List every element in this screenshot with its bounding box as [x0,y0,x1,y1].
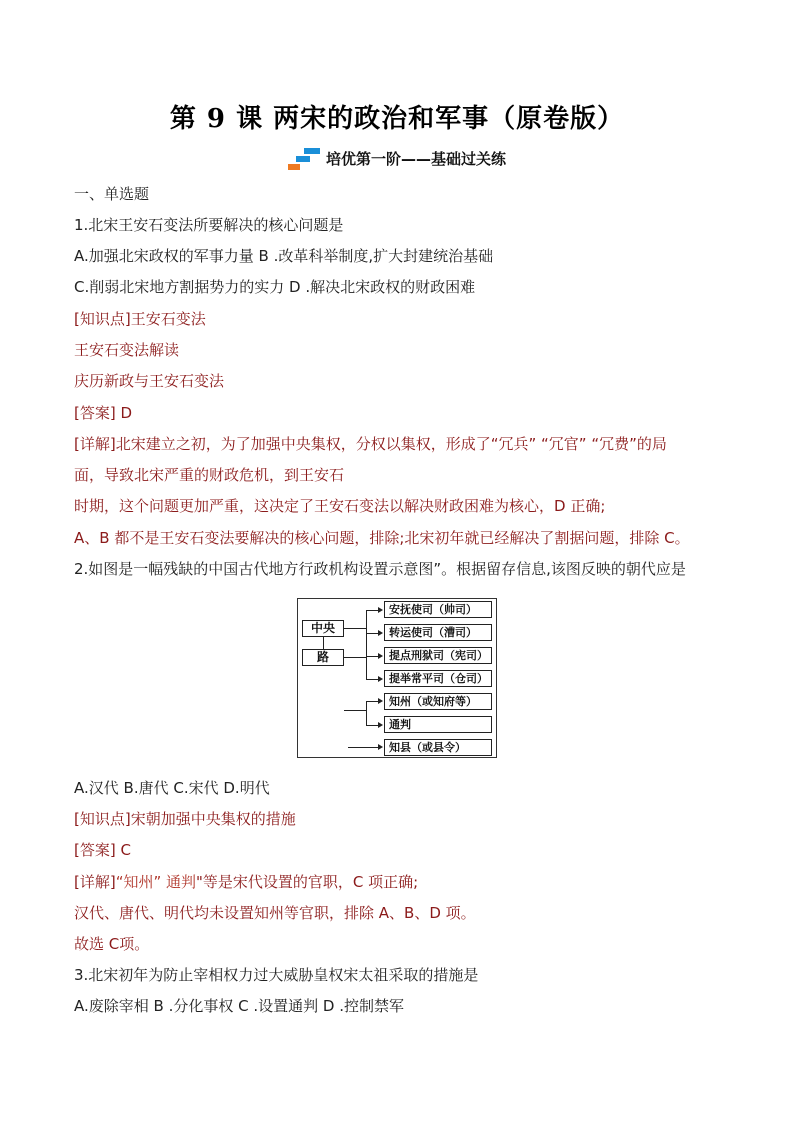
q1-detail-line3: 时期，这个问题更加严重，这决定了王安石变法以解决财政困难为核心，D 正确; [74,497,606,515]
q1-detail-line2: 面，导致北宋严重的财政危机，到王安石 [74,466,345,484]
q2-knowledge-point: [知识点]宋朝加强中央集权的措施 [74,810,296,828]
q2-detail-line1 [74,872,734,892]
diagram-box-anfu: 安抚使司（帅司） [384,601,492,618]
q1-detail-line4: A、B 都不是王安石变法要解决的核心问题，排除;北宋初年就已经解决了割据问题，排除 C。 [74,529,690,547]
stairs-icon [288,148,324,170]
section-heading [0,148,794,170]
section-heading-text: 培优第一阶——基础过关练 [325,150,506,168]
q2-detail-line2: 汉代、唐代、明代均未设置知州等官职，排除 A、B、D 项。 [74,904,476,922]
q2-options: A.汉代 B.唐代 C.宋代 D.明代 [74,779,270,797]
q3-options: A.废除宰相 B .分化事权 C .设置通判 D .控制禁军 [74,997,404,1015]
q1-options-line1: A.加强北宋政权的军事力量 B .改革科举制度,扩大封建统治基础 [74,247,494,265]
admin-structure-diagram [297,598,497,758]
q1-detail-prefix: [详解] [74,435,116,453]
q1-knowledge-point-3: 庆历新政与王安石变法 [74,372,225,390]
q2-stem: 2.如图是一幅残缺的中国古代地方行政机构设置示意图”。根据留存信息,该图反映的朝代应是 [74,560,686,578]
q1-detail-text1: 北宋建立之初，为了加强中央集权，分权以集权，形成了“冗兵” “冗官” “冗费”的局 [115,435,667,453]
q1-detail-line1 [74,434,734,454]
q1-options-line2: C.削弱北宋地方割据势力的实力 D .解决北宋政权的财政困难 [74,278,476,296]
diagram-road-box: 路 [302,649,344,666]
diagram-box-tiju: 提举常平司（仓司） [384,670,492,687]
part-label: 一、单选题 [74,185,150,203]
diagram-box-zhixian: 知县（或县令） [384,739,492,756]
diagram-center-box: 中央 [302,620,344,637]
q1-stem: 1.北宋王安石变法所要解决的核心问题是 [74,216,344,234]
q2-answer: [答案] C [74,841,131,859]
diagram-box-tidian: 提点刑狱司（宪司） [384,647,492,664]
q1-knowledge-point-2: 王安石变法解读 [74,341,180,359]
q1-knowledge-point: [知识点]王安石变法 [74,310,206,328]
diagram-box-tongpan: 通判 [384,716,492,733]
q2-detail-prefix: [详解] [74,873,116,891]
q2-detail-red: “知州” 通判 [115,873,197,891]
diagram-box-zhizhou: 知州（或知府等） [384,693,492,710]
q3-stem: 3.北宋初年为防止宰相权力过大威胁皇权宋太祖采取的措施是 [74,966,479,984]
q1-answer: [答案] D [74,404,133,422]
q2-detail-rest: "等是宋代设置的官职，C 项正确; [196,873,419,891]
diagram-box-zhuanyun: 转运使司（漕司） [384,624,492,641]
page-title: 第 9 课 两宋的政治和军事（原卷版） [169,104,625,134]
q2-detail-line3: 故选 C项。 [74,935,150,953]
